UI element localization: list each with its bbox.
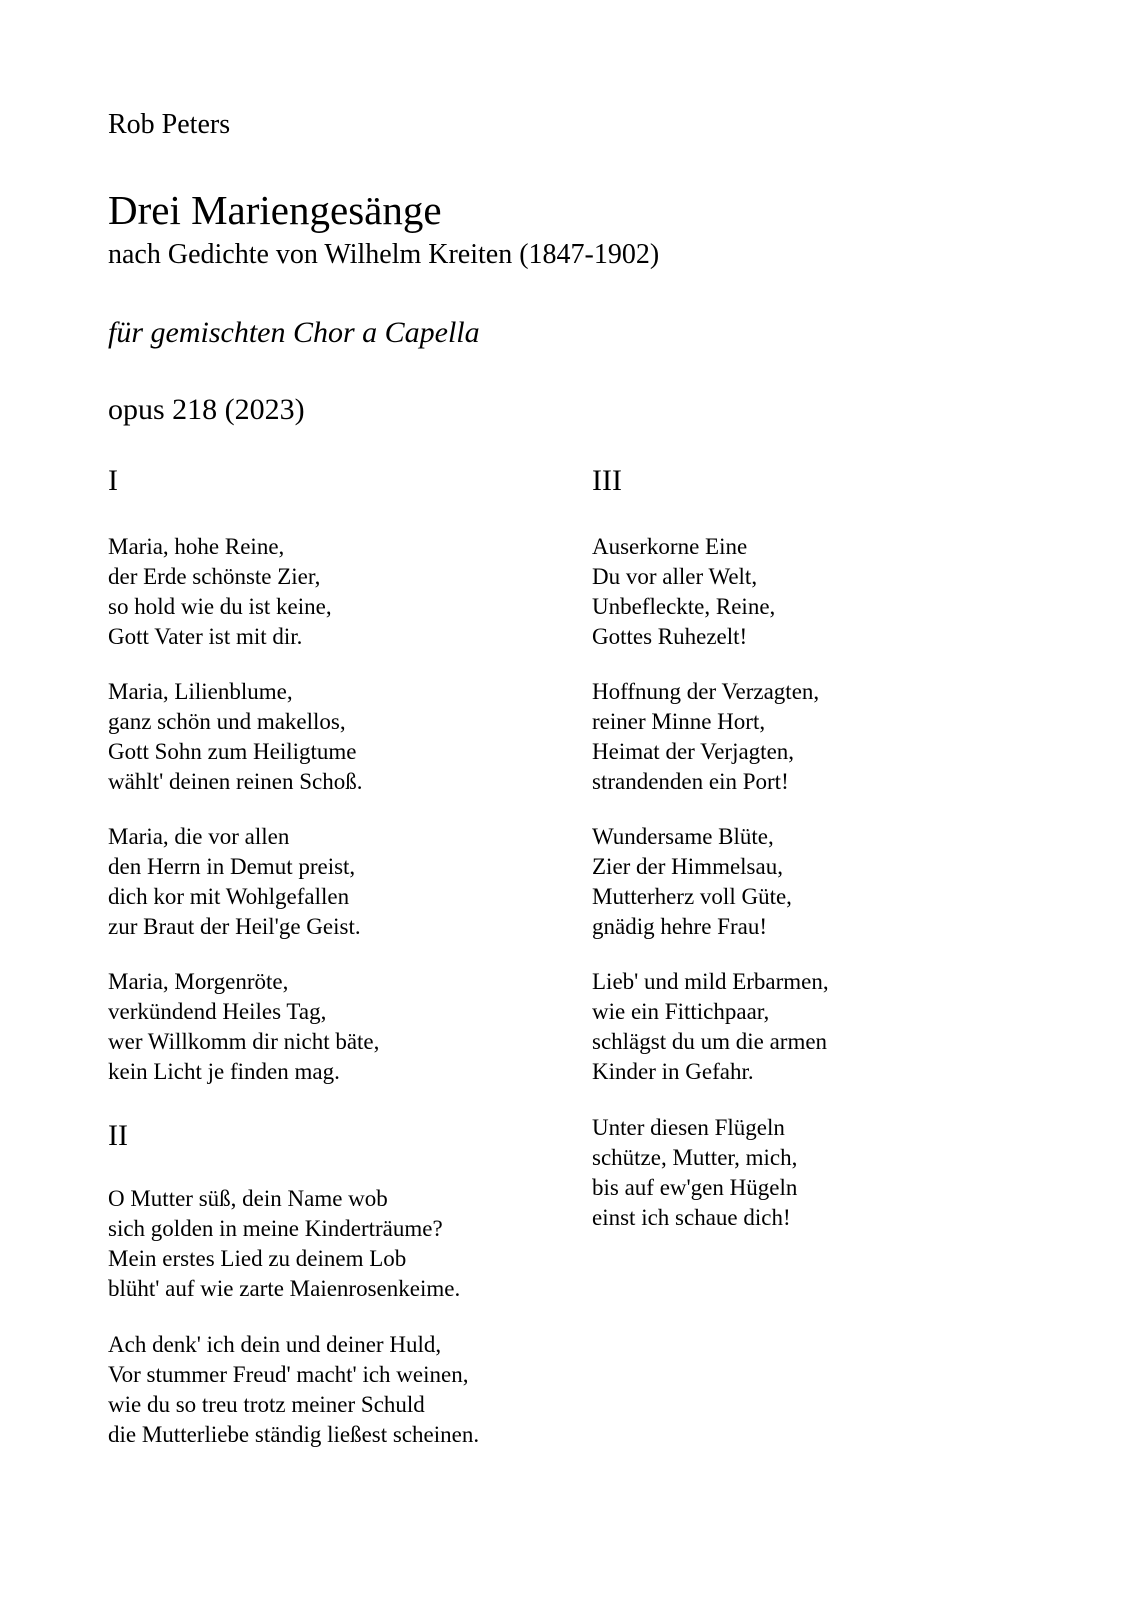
verse-line: O Mutter süß, dein Name wob — [108, 1186, 388, 1211]
verse-line: so hold wie du ist keine, — [108, 594, 332, 619]
scoring-note: für gemischten Chor a Capella — [108, 316, 480, 349]
verse-line: Gott Vater ist mit dir. — [108, 624, 303, 649]
stanza — [108, 822, 361, 942]
verse-line: strandenden ein Port! — [592, 769, 789, 794]
verse-line: dich kor mit Wohlgefallen — [108, 884, 350, 909]
verse-line: Lieb' und mild Erbarmen, — [592, 969, 829, 994]
stanza — [592, 677, 819, 797]
verse-line: verkündend Heiles Tag, — [108, 999, 327, 1024]
stanza — [108, 1330, 479, 1450]
verse-line: wählt' deinen reinen Schoß. — [108, 769, 363, 794]
verse-line: Wundersame Blüte, — [592, 824, 774, 849]
section-heading-1: I — [108, 464, 118, 497]
verse-line: Mutterherz voll Güte, — [592, 884, 792, 909]
verse-line: Du vor aller Welt, — [592, 564, 758, 589]
verse-line: schlägst du um die armen — [592, 1029, 828, 1054]
verse-line: wie ein Fittichpaar, — [592, 999, 770, 1024]
verse-line: Unter diesen Flügeln — [592, 1115, 785, 1140]
verse-line: gnädig hehre Frau! — [592, 914, 767, 939]
verse-line: die Mutterliebe ständig ließest scheinen. — [108, 1422, 480, 1447]
verse-line: Maria, Lilienblume, — [108, 679, 293, 704]
stanza — [592, 532, 775, 652]
verse-line: wer Willkomm dir nicht bäte, — [108, 1029, 380, 1054]
verse-line: zur Braut der Heil'ge Geist. — [108, 914, 361, 939]
verse-line: bis auf ew'gen Hügeln — [592, 1175, 798, 1200]
opus-number: opus 218 (2023) — [108, 393, 305, 426]
stanza — [592, 967, 829, 1087]
verse-line: Gottes Ruhezelt! — [592, 624, 748, 649]
stanza — [592, 1113, 797, 1233]
stanza — [108, 1184, 460, 1304]
verse-line: reiner Minne Hort, — [592, 709, 766, 734]
verse-line: kein Licht je finden mag. — [108, 1059, 340, 1084]
verse-line: Hoffnung der Verzagten, — [592, 679, 820, 704]
verse-line: Unbefleckte, Reine, — [592, 594, 776, 619]
section-heading-2: II — [108, 1119, 128, 1152]
verse-line: Zier der Himmelsau, — [592, 854, 783, 879]
stanza — [108, 677, 363, 797]
verse-line: Ach denk' ich dein und deiner Huld, — [108, 1332, 442, 1357]
stanza — [108, 532, 332, 652]
section-heading-3: III — [592, 464, 622, 497]
verse-line: schütze, Mutter, mich, — [592, 1145, 798, 1170]
verse-line: Gott Sohn zum Heiligtume — [108, 739, 357, 764]
verse-line: Vor stummer Freud' macht' ich weinen, — [108, 1362, 469, 1387]
verse-line: Kinder in Gefahr. — [592, 1059, 754, 1084]
verse-line: der Erde schönste Zier, — [108, 564, 321, 589]
stanza — [592, 822, 792, 942]
verse-line: Maria, die vor allen — [108, 824, 290, 849]
verse-line: ganz schön und makellos, — [108, 709, 346, 734]
work-title: Drei Mariengesänge — [108, 187, 442, 233]
verse-line: Maria, hohe Reine, — [108, 534, 285, 559]
stanza — [108, 967, 379, 1087]
composer-name: Rob Peters — [108, 109, 231, 140]
verse-line: einst ich schaue dich! — [592, 1205, 791, 1230]
verse-line: Mein erstes Lied zu deinem Lob — [108, 1246, 407, 1271]
verse-line: wie du so treu trotz meiner Schuld — [108, 1392, 425, 1417]
verse-line: blüht' auf wie zarte Maienrosenkeime. — [108, 1276, 461, 1301]
verse-line: den Herrn in Demut preist, — [108, 854, 356, 879]
verse-line: Heimat der Verjagten, — [592, 739, 795, 764]
verse-line: Auserkorne Eine — [592, 534, 748, 559]
verse-line: Maria, Morgenröte, — [108, 969, 289, 994]
work-subtitle: nach Gedichte von Wilhelm Kreiten (1847-1902) — [108, 239, 660, 270]
verse-line: sich golden in meine Kinderträume? — [108, 1216, 443, 1241]
